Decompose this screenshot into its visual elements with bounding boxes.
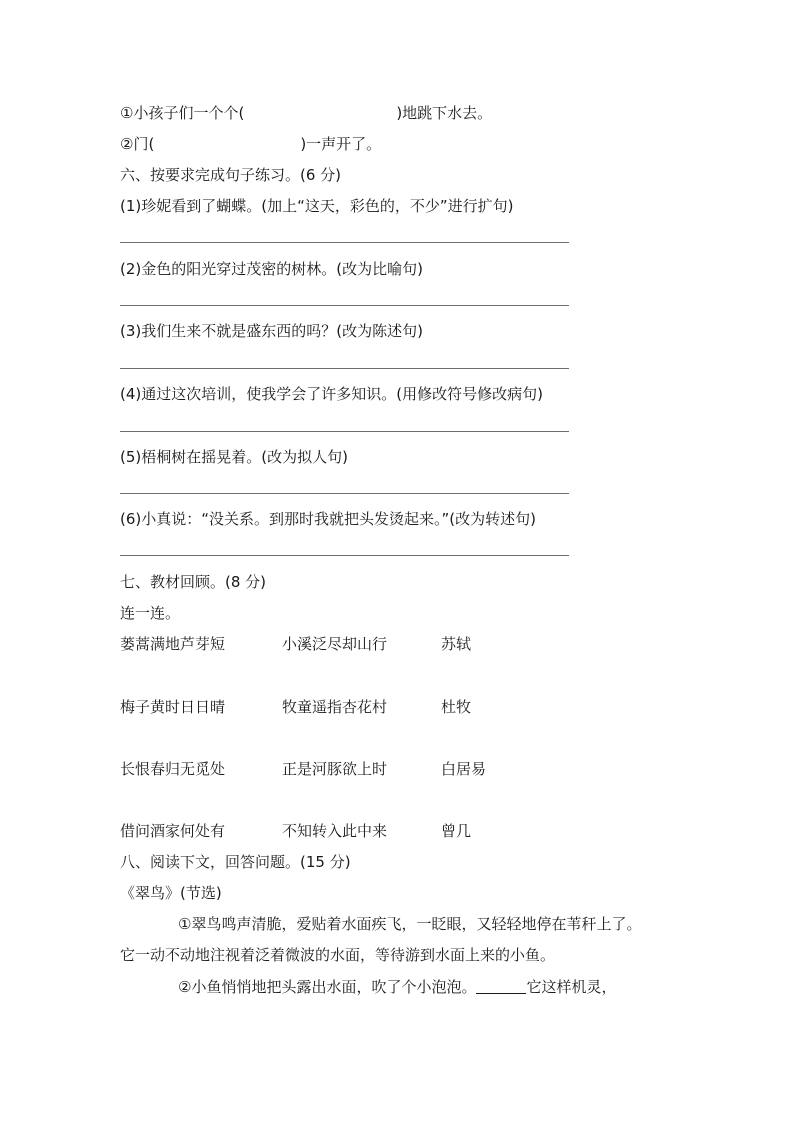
fill-item-1-suffix: )地跳下水去。 [396,104,493,122]
match-middle-3[interactable]: 正是河豚欲上时 [282,760,388,778]
fill-item-2-suffix: )一声开了。 [300,135,382,153]
passage-p2-after: 它这样机灵， [526,978,617,996]
match-middle-4[interactable]: 不知转入此中来 [282,822,388,840]
match-middle-1[interactable]: 小溪泛尽却山行 [282,635,388,653]
fill-item-1 [120,103,492,123]
question-4: (4)通过这次培训，使我学会了许多知识。(用修改符号修改病句) [120,385,543,403]
fill-item-2-prefix: ②门( [120,135,155,153]
answer-line-4[interactable] [120,431,569,432]
match-left-1[interactable]: 蒌蒿满地芦芽短 [120,635,226,653]
match-middle-2[interactable]: 牧童遥指杏花村 [282,698,388,716]
passage-p2-before: ②小鱼悄悄地把头露出水面，吹了个小泡泡。 [178,978,477,996]
section-7-instruction: 连一连。 [120,604,181,622]
answer-line-6[interactable] [120,555,569,556]
match-right-3[interactable]: 白居易 [441,760,487,778]
section-8-heading: 八、阅读下文，回答问题。(15 分) [120,853,351,871]
match-right-2[interactable]: 杜牧 [441,698,472,716]
answer-line-1[interactable] [120,242,569,243]
match-left-4[interactable]: 借问酒家何处有 [120,822,226,840]
section-6-heading: 六、按要求完成句子练习。(6 分) [120,166,342,184]
question-6: (6)小真说：“没关系。到那时我就把头发烫起来。”(改为转述句) [120,510,536,528]
fill-item-2 [120,134,381,154]
passage-p1-line2: 它一动不动地注视着泛着微波的水面，等待游到水面上来的小鱼。 [120,946,556,964]
match-right-1[interactable]: 苏轼 [441,635,472,653]
passage-p2-line1 [178,977,616,997]
passage-blank[interactable] [476,978,526,994]
question-5: (5)梧桐树在摇晃着。(改为拟人句) [120,448,348,466]
match-right-4[interactable]: 曾几 [441,822,472,840]
answer-line-5[interactable] [120,493,569,494]
question-1: (1)珍妮看到了蝴蝶。(加上“这天，彩色的，不少”进行扩句) [120,197,514,215]
question-3: (3)我们生来不就是盛东西的吗？(改为陈述句) [120,322,423,340]
match-left-2[interactable]: 梅子黄时日日晴 [120,698,226,716]
fill-item-1-prefix: ①小孩子们一个个( [120,104,245,122]
question-2: (2)金色的阳光穿过茂密的树林。(改为比喻句) [120,260,423,278]
answer-line-3[interactable] [120,368,569,369]
section-7-heading: 七、教材回顾。(8 分) [120,573,267,591]
answer-line-2[interactable] [120,305,569,306]
match-left-3[interactable]: 长恨春归无觅处 [120,760,226,778]
passage-p1-line1: ①翠鸟鸣声清脆，爱贴着水面疾飞，一眨眼，又轻轻地停在苇秆上了。 [178,915,642,933]
passage-title: 《翠鸟》(节选) [120,884,222,902]
